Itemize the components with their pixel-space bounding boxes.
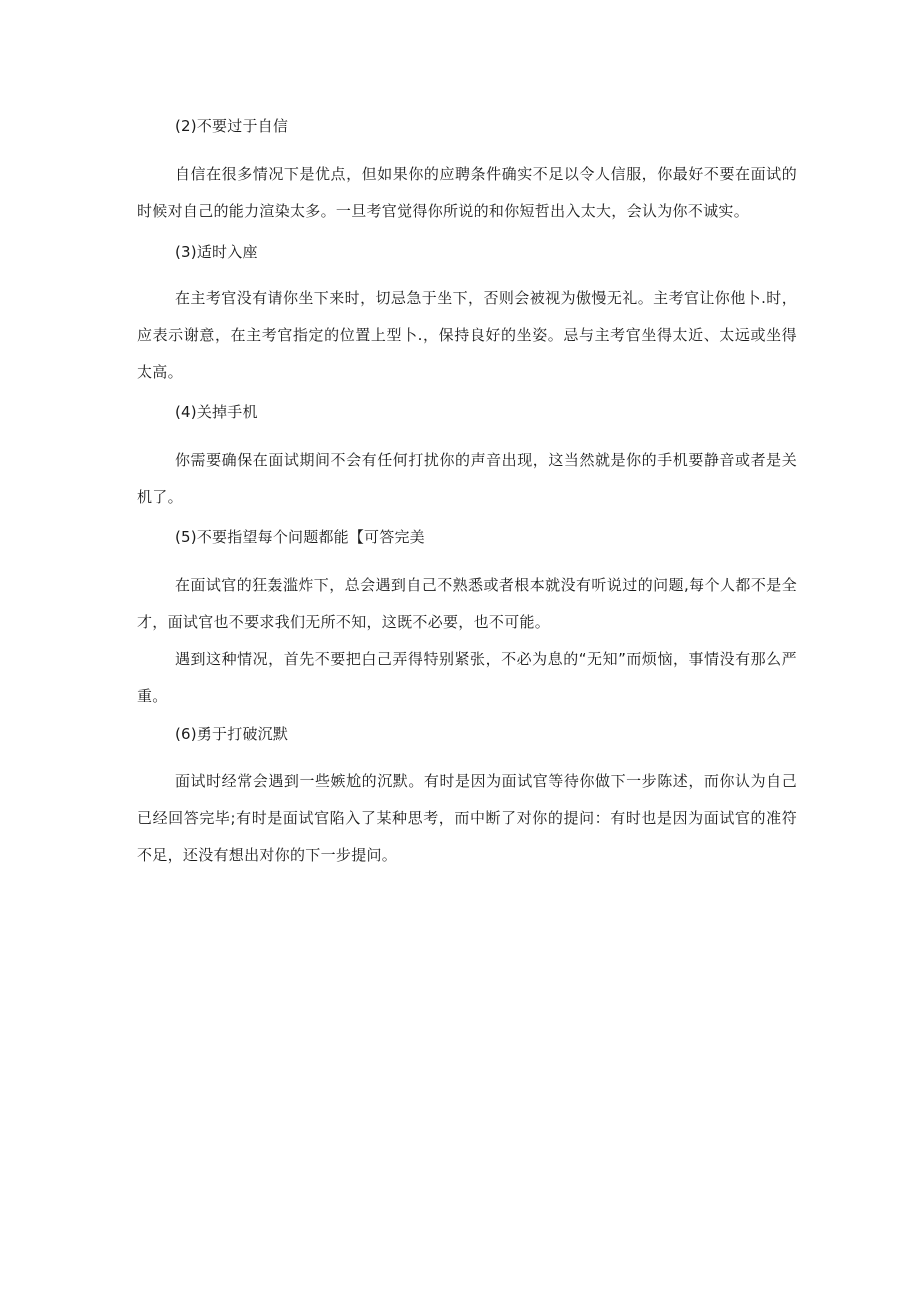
section-heading-5: (5)不要指望每个问题都能【可答完美 — [175, 528, 425, 546]
section-paragraph-5a: 在面试官的狂轰滥炸下，总会遇到自己不熟悉或者根本就没有听说过的问题,每个人都不是全才，面试官也不要求我们无所不知，这既不必要，也不可能。 — [137, 576, 797, 631]
section-paragraph-6: 面试时经常会遇到一些嫉尬的沉默。有时是因为面试官等待你做下一步陈述，而你认为自己已经回答完毕;有时是面试官陷入了某种思考，而中断了对你的提问：有时也是因为面试官的准符不足，还没有想出对你的下一步提问。 — [137, 772, 797, 864]
section-heading-3: (3)适时入座 — [175, 243, 258, 261]
section-paragraph-3: 在主考官没有请你坐下来时，切忌急于坐下，否则会被视为傲慢无礼。主考官让你他卜.时，应表示谢意，在主考官指定的位置上型卜.，保持良好的坐姿。忌与主考官坐得太近、太远或坐得太高。 — [137, 289, 797, 381]
section-heading-6: (6)勇于打破沉默 — [175, 725, 289, 743]
section-paragraph-5b: 遇到这种情况，首先不要把白己弄得特别紧张，不必为息的“无知”而烦恼，事情没有那么严重。 — [137, 650, 797, 705]
section-paragraph-2: 自信在很多情况下是优点，但如果你的应聘条件确实不足以令人信服，你最好不要在面试的时候对自己的能力渲染太多。一旦考官觉得你所说的和你短哲出入太大，会认为你不诚实。 — [137, 165, 797, 220]
section-heading-4: (4)关掉手机 — [175, 403, 258, 421]
section-paragraph-4: 你需要确保在面试期间不会有任何打扰你的声音出现，这当然就是你的手机要静音或者是关机了。 — [137, 451, 797, 506]
section-heading-2: (2)不要过于自信 — [175, 117, 289, 135]
